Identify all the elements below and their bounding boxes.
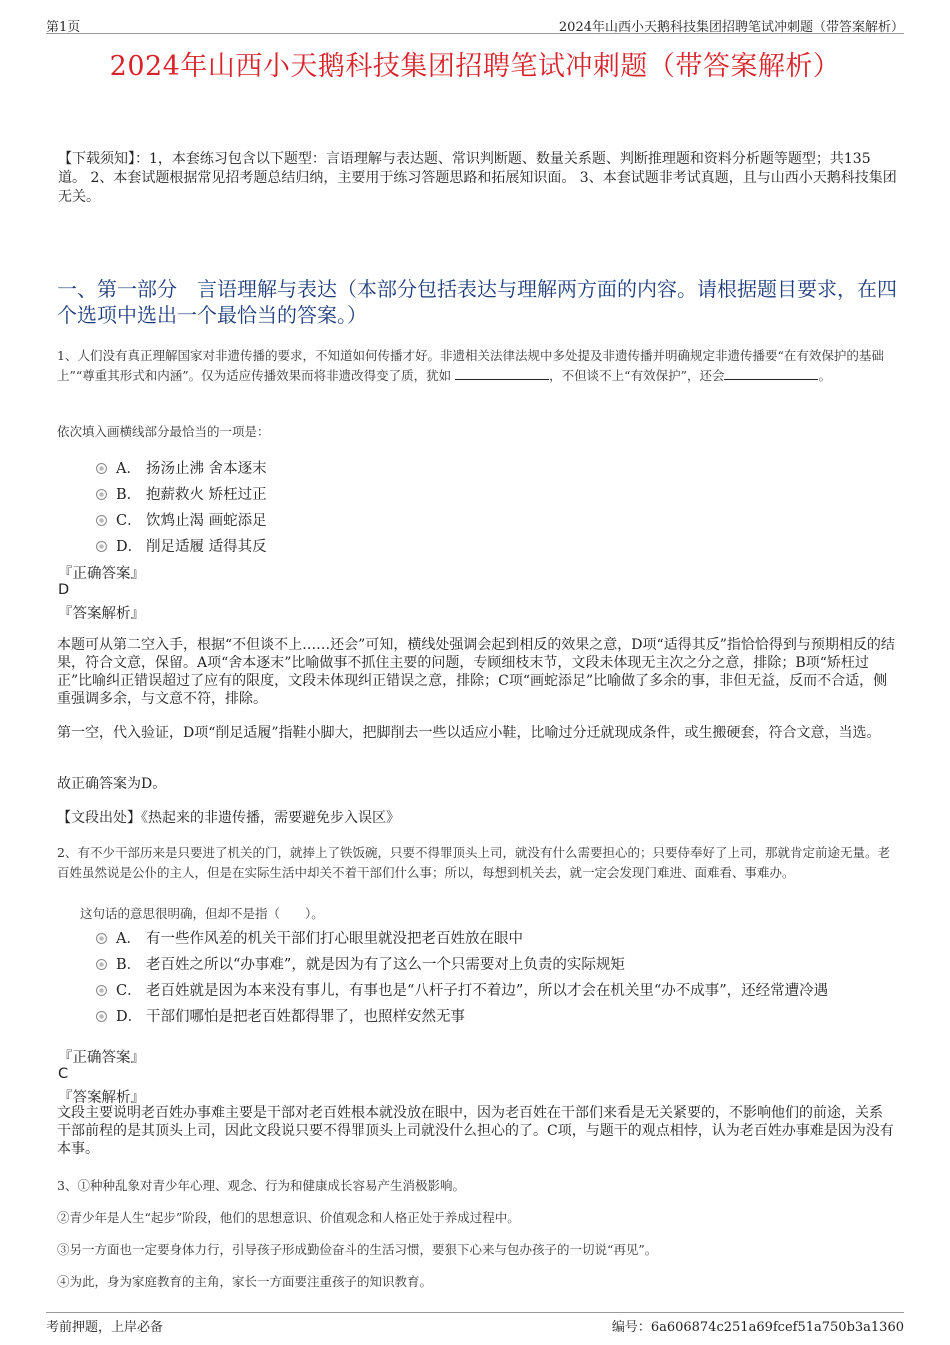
radio-icon[interactable]	[96, 463, 107, 474]
question-1-prompt: 依次填入画横线部分最恰当的一项是：	[57, 424, 270, 439]
question-2-stem: 2、有不少干部历来是只要进了机关的门，就捧上了铁饭碗，只要不得罪顶头上司，就没有什么需要担心的；只要侍奉好了上司，那就肯定前途无量。老百姓虽然说是公仆的主人，但是在实际生活中却关不着干部们什么事；所以，每想到机关去，就一定会发现门难进、面难看、事难办。	[57, 845, 890, 880]
question-1-option-b[interactable]	[96, 483, 267, 503]
radio-icon[interactable]	[96, 489, 107, 500]
question-1-option-d[interactable]	[96, 535, 267, 555]
page-footer	[46, 1312, 904, 1334]
question-2-analysis: 文段主要说明老百姓办事难主要是干部对老百姓根本就没放在眼中，因为老百姓在干部们来看是无关紧要的，不影响他们的前途，关系干部前程的是其顶头上司，因此文段说只要不得罪顶头上司就没什么担心的了。C项，与题干的观点相悖，认为老百姓办事难是因为没有本事。	[57, 1105, 894, 1157]
question-3-line-1: 3、①种种乱象对青少年心理、观念、行为和健康成长容易产生消极影响。	[57, 1178, 465, 1193]
header-doc-title: 2024年山西小天鹅科技集团招聘笔试冲刺题（带答案解析）	[558, 20, 904, 35]
question-1-analysis-label: 『答案解析』	[58, 606, 145, 622]
footer-slogan: 考前押题，上岸必备	[46, 1320, 164, 1335]
option-letter: C．	[116, 513, 142, 529]
question-2-option-b[interactable]	[96, 953, 625, 973]
page-number: 第1页	[46, 20, 81, 35]
question-1-stem	[57, 346, 897, 386]
question-2-answer: C	[58, 1066, 69, 1082]
radio-icon[interactable]	[96, 515, 107, 526]
option-text: 干部们哪怕是把老百姓都得罪了，也照样安然无事	[146, 1009, 465, 1025]
question-2-analysis-label: 『答案解析』	[58, 1090, 145, 1106]
question-1-source: 【文段出处】《热起来的非遗传播，需要避免步入误区》	[57, 810, 400, 826]
question-1-option-c[interactable]	[96, 509, 267, 529]
option-letter: A．	[116, 931, 141, 947]
option-text: 老百姓就是因为本来没有事儿，有事也是“八杆子打不着边”，所以才会在机关里“办不成事”，还经常遭冷遇	[146, 983, 829, 999]
radio-icon[interactable]	[96, 985, 107, 996]
question-3-line-3: ③另一方面也一定要身体力行，引导孩子形成勤俭奋斗的生活习惯，要狠下心来与包办孩子的一切说“再见”。	[57, 1242, 658, 1257]
option-text: 削足适履 适得其反	[146, 539, 267, 555]
footer-doc-id: 编号：6a606874c251a69fcef51a750b3a1360	[611, 1320, 904, 1335]
question-1-analysis-paragraph-3: 故正确答案为D。	[57, 776, 167, 792]
radio-icon[interactable]	[96, 933, 107, 944]
question-2-prompt: 这句话的意思很明确，但却不是指（ ）。	[80, 906, 324, 921]
question-1-answer: D	[58, 582, 70, 598]
radio-icon[interactable]	[96, 541, 107, 552]
question-3-line-2: ②青少年是人生“起步”阶段，他们的思想意识、价值观念和人格正处于养成过程中。	[57, 1210, 520, 1225]
radio-icon[interactable]	[96, 959, 107, 970]
option-text: 老百姓之所以“办事难”，就是因为有了这么一个只需要对上负责的实际规矩	[146, 957, 625, 973]
question-2-option-d[interactable]	[96, 1005, 465, 1025]
question-2-answer-label: 『正确答案』	[58, 1050, 145, 1066]
option-letter: D．	[116, 539, 143, 555]
option-text: 有一些作风差的机关干部们打心眼里就没把老百姓放在眼中	[146, 931, 523, 947]
fill-blank-2[interactable]	[724, 366, 818, 380]
option-text: 饮鸩止渴 画蛇添足	[146, 513, 267, 529]
question-1-option-a[interactable]	[96, 457, 267, 477]
question-1-analysis-paragraph-1: 本题可从第二空入手，根据“不但谈不上……还会”可知，横线处强调会起到相反的效果之意，D项“适得其反”指恰恰得到与预期相反的结果，符合文意，保留。A项“舍本逐末”比喻做事不抓住主要的问题，专顾细枝末节，文段未体现无主次之分之意，排除；B项“矫枉过正”比喻纠正错误超过了应有的限度，文段未体现纠正错误之意，排除；C项“画蛇添足”比喻做了多余的事，非但无益，反而不合适，侧重强调多余，与文意不符，排除。	[57, 637, 895, 707]
download-notice: 【下载须知】：1，本套练习包含以下题型：言语理解与表达题、常识判断题、数量关系题、判断推理题和资料分析题等题型；共135道。 2、本套试题根据常见招考题总结归纳，主要用于练习答题思路和拓展知识面。 3、本套试题非考试真题，且与山西小天鹅科技集团无关。	[58, 151, 897, 205]
question-1-answer-label: 『正确答案』	[58, 566, 145, 582]
question-1-analysis-paragraph-2: 第一空，代入验证，D项“削足适履”指鞋小脚大，把脚削去一些以适应小鞋，比喻过分迁就现成条件，或生搬硬套，符合文意，当选。	[57, 725, 881, 741]
question-3-line-4: ④为此，身为家庭教育的主角，家长一方面要注重孩子的知识教育。	[57, 1274, 433, 1289]
radio-icon[interactable]	[96, 1011, 107, 1022]
question-1-stem-part-a: 1、人们没有真正理解国家对非遗传播的要求，不知道如何传播才好。非遗相关法律法规中多处提及非遗传播并明确规定非遗传播要“在有效保护的基础上”“尊重其形式和内涵”。仅为适应传播效果而将非遗改得变了质，犹如	[57, 348, 884, 383]
question-2-option-a[interactable]	[96, 927, 523, 947]
option-letter: A．	[116, 461, 141, 477]
option-letter: D．	[116, 1009, 143, 1025]
option-letter: B．	[116, 957, 142, 973]
option-letter: C．	[116, 983, 142, 999]
page-title: 2024年山西小天鹅科技集团招聘笔试冲刺题（带答案解析）	[109, 51, 841, 82]
option-text: 扬汤止沸 舍本逐末	[146, 461, 267, 477]
question-2-option-c[interactable]	[96, 979, 828, 999]
section-heading: 一、第一部分 言语理解与表达（本部分包括表达与理解两方面的内容。请根据题目要求，在四个选项中选出一个最恰当的答案。）	[57, 277, 897, 327]
page-header	[46, 14, 904, 34]
option-letter: B．	[116, 487, 142, 503]
question-1-stem-part-b: ，不但谈不上“有效保护”，还会	[549, 368, 725, 383]
question-1-stem-part-c: 。	[818, 368, 831, 383]
fill-blank-1[interactable]	[455, 366, 549, 380]
option-text: 抱薪救火 矫枉过正	[146, 487, 267, 503]
